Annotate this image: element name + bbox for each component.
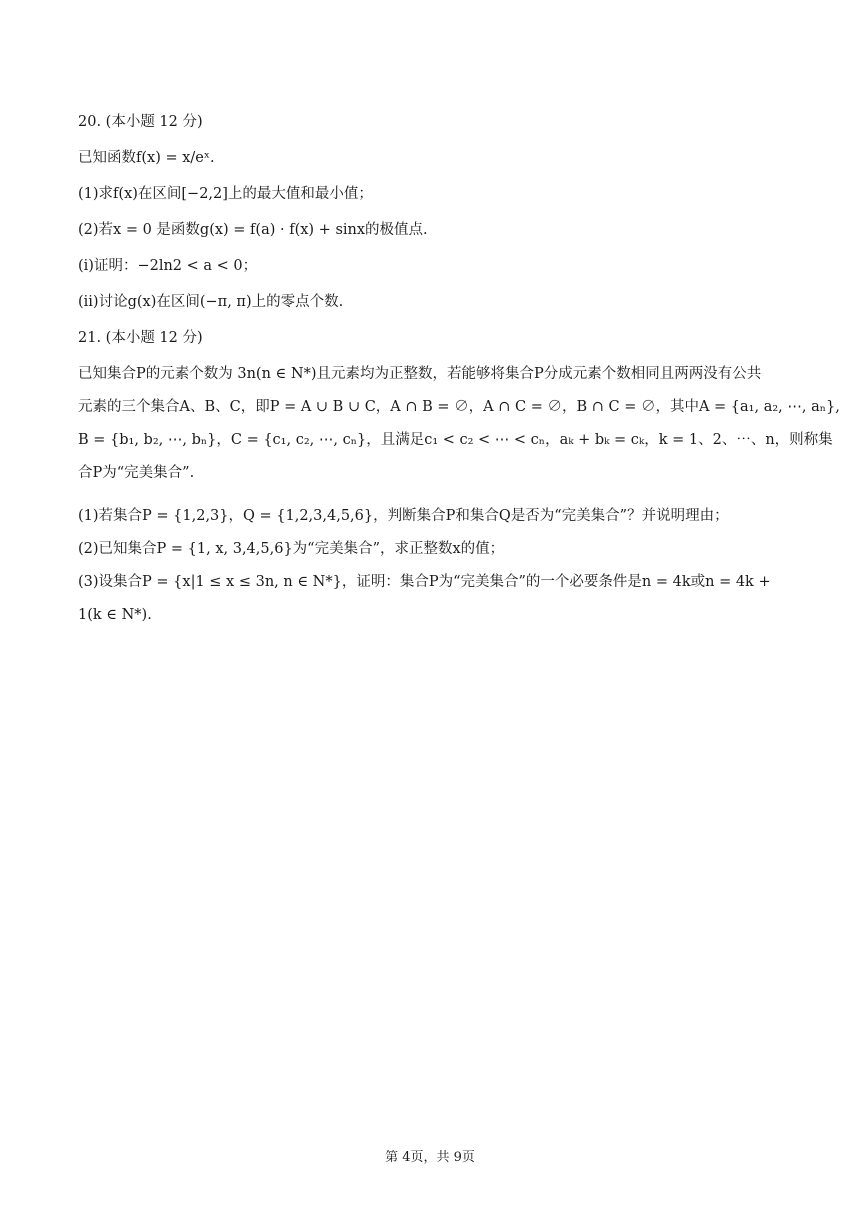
q21-stem-line: B = {b₁, b₂, ⋯, bₙ}，C = {c₁, c₂, ⋯, cₙ}，且满足c₁ < c₂ < ⋯ < cₙ，aₖ + bₖ = cₖ，k = 1、2、⋯、n，则称集 (78, 432, 833, 448)
q21-part3-line: 1(k ∈ N*). (78, 607, 152, 623)
q20-part1: (1)求f(x)在区间[−2,2]上的最大值和最小值； (78, 186, 373, 202)
q21-stem-line: 元素的三个集合A、B、C，即P = A ∪ B ∪ C，A ∩ B = ∅，A ∩ C = ∅，B ∩ C = ∅，其中A = {a₁, a₂, ⋯, aₙ}, (78, 399, 840, 415)
q21-stem-line: 合P为“完美集合”. (78, 465, 195, 481)
page-footer: 第 4页，共 9页 (385, 1150, 475, 1165)
q21-header: 21. (本小题 12 分) (78, 330, 203, 346)
exam-content (78, 112, 840, 632)
q20-stem: 已知函数f(x) = x/eˣ. (78, 150, 215, 166)
q20-part2-ii: (ii)讨论g(x)在区间(−π, π)上的零点个数. (78, 294, 344, 310)
q20-part2: (2)若x = 0 是函数g(x) = f(a) · f(x) + sinx的极值点. (78, 222, 428, 238)
q21-part1-text: (1)若集合P = {1,2,3}，Q = {1,2,3,4,5,6}，判断集合P和集合Q是否为“完美集合”？并说明理由； (78, 508, 729, 524)
q20-header: 20. (本小题 12 分) (78, 114, 203, 130)
q21-stem (78, 358, 840, 490)
q21-stem-line: 已知集合P的元素个数为 3n(n ∈ N*)且元素均为正整数，若能够将集合P分成元素个数相同且两两没有公共 (78, 366, 762, 382)
q21-part2-text: (2)已知集合P = {1, x, 3,4,5,6}为“完美集合”，求正整数x的值； (78, 541, 505, 557)
q21-part3-line: (3)设集合P = {x|1 ≤ x ≤ 3n, n ∈ N*}，证明：集合P为“完美集合”的一个必要条件是n = 4k或n = 4k + (78, 574, 771, 590)
q21-part1 (78, 500, 784, 533)
q20-part2-i: (i)证明：−2ln2 < a < 0； (78, 258, 258, 274)
q21-part2 (78, 533, 784, 566)
q21-part3 (78, 566, 784, 632)
